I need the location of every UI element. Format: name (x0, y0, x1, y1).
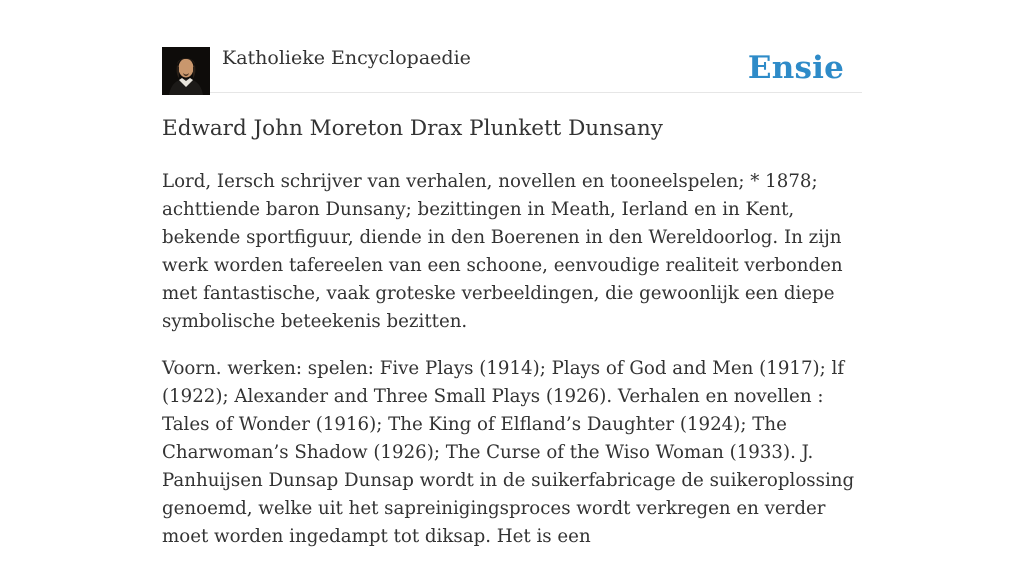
article-body (162, 168, 872, 570)
portrait-avatar-icon[interactable] (162, 47, 210, 95)
source-name[interactable]: Katholieke Encyclopaedie (222, 47, 471, 69)
site-header (162, 44, 862, 93)
article-paragraph: Lord, Iersch schrijver van verhalen, novellen en tooneelspelen; * 1878; achttiende baron Dunsany; bezittingen in Meath, Ierland en in Kent, bekende sportfiguur, diende in den Boerenen in den Wereldoorlog. In zijn werk worden tafereelen van een schoone, eenvoudige realiteit verbonden met fantastische, vaak groteske verbeeldingen, die gewoonlijk een diepe symbolische beteekenis bezitten. (162, 171, 843, 332)
article-paragraph: Voorn. werken: spelen: Five Plays (1914); Plays of God and Men (1917); lf (1922); Alexander and Three Small Plays (1926). Verhalen en novellen : Tales of Wonder (1916); The King of Elfland’s Daughter (1924); The Charwoman’s Shadow (1926); The Curse of the Wiso Woman (1933). J. Panhuijsen Dunsap Dunsap wordt in de suikerfabricage de suikeroplossing genoemd, welke uit het sapreinigingsproces wordt verkregen en verder moet worden ingedampt tot diksap. Het is een (162, 358, 855, 547)
article-title: Edward John Moreton Drax Plunkett Dunsany (162, 116, 663, 141)
brand-logo[interactable]: Ensie (747, 50, 844, 86)
